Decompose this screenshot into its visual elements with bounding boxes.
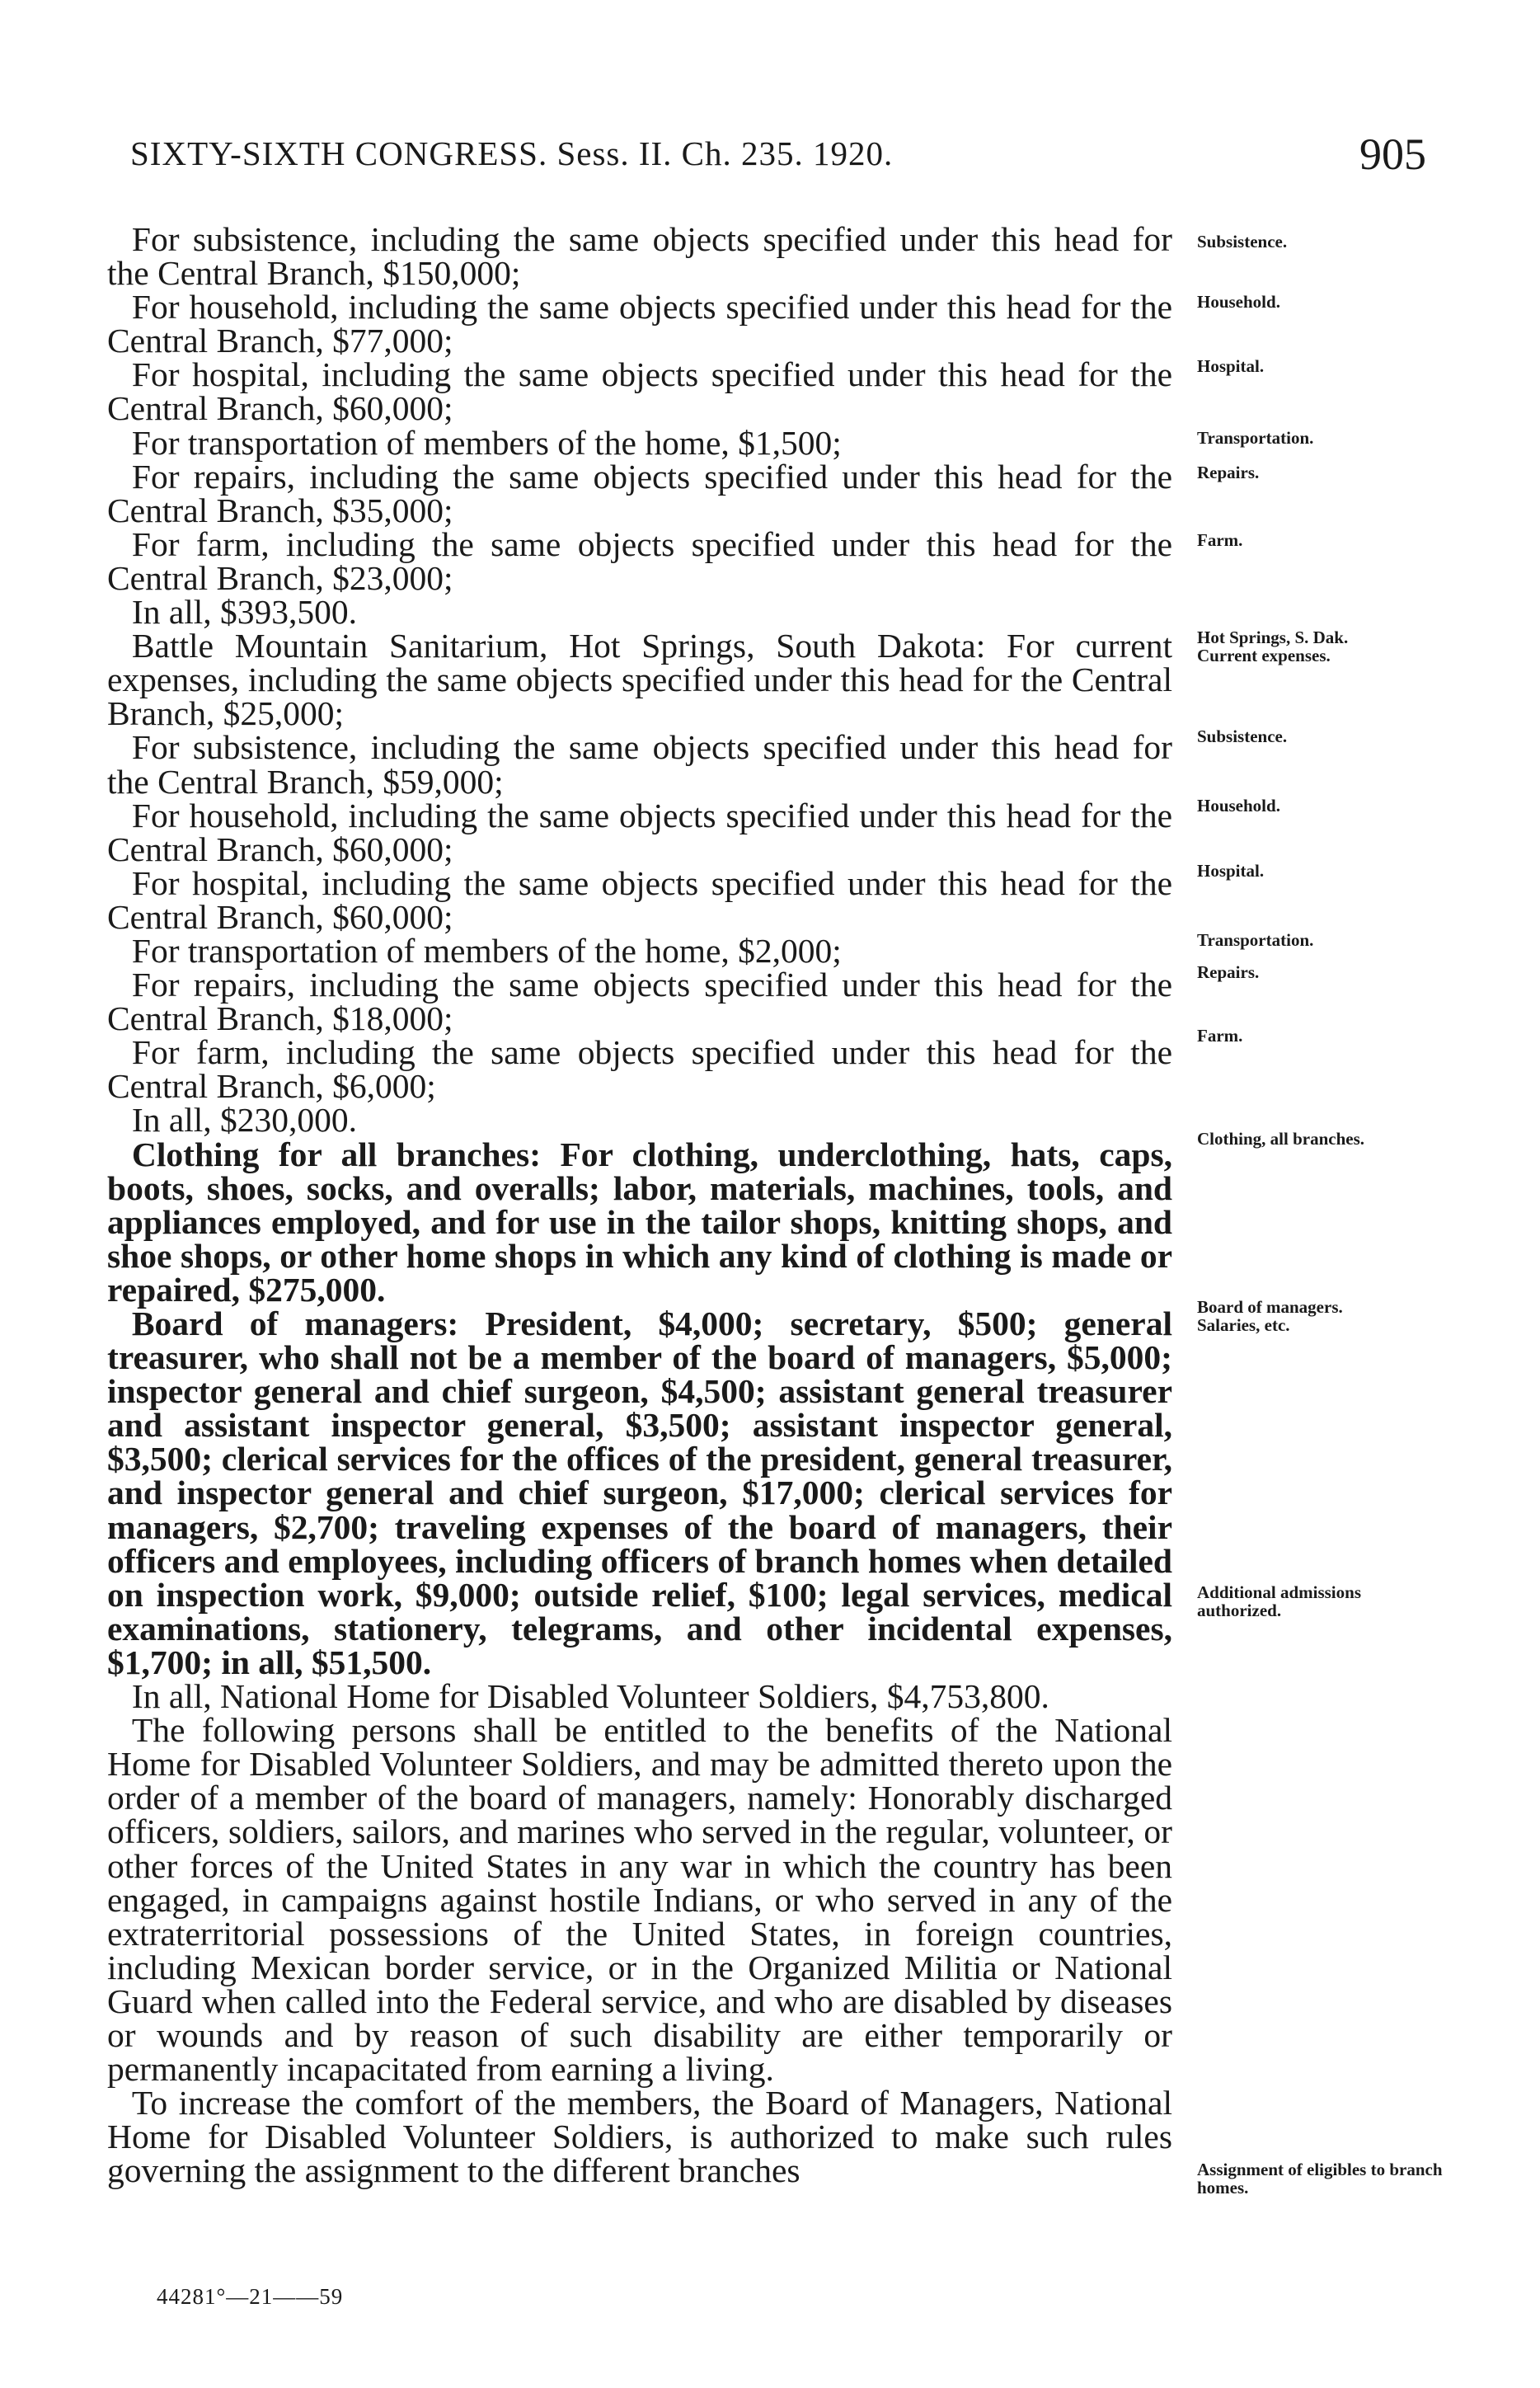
- paragraph-clothing: Clothing for all branches: For clothing, underclothing, hats, caps, boots, shoes, socks, and overalls; labor, materials, machines, tools, and appliances employed, and for use in the tailor shops, knitting shops, and shoe shops, or other home shops in which any kind of clothing is made or repaired, $275,000.: [107, 1135, 1172, 1309]
- margin-note-repairs: Repairs.: [1197, 463, 1260, 482]
- page-header: [130, 130, 1426, 188]
- margin-note-repairs-2: Repairs.: [1197, 962, 1260, 982]
- paragraph-total-national-home: In all, National Home for Disabled Volunteer Soldiers, $4,753,800.: [131, 1677, 1049, 1716]
- paragraph-subsistence: For subsistence, including the same objects specified under this head for the Central Branch, $150,000;: [107, 220, 1172, 293]
- paragraph-total-central: In all, $393,500.: [131, 593, 358, 632]
- margin-note-subsistence-2: Subsistence.: [1197, 726, 1288, 746]
- margin-note-transportation: Transportation.: [1197, 428, 1314, 448]
- margin-note-clothing: Clothing, all branches.: [1197, 1129, 1365, 1149]
- body-text: [107, 220, 1172, 2190]
- margin-note-household-2: Household.: [1197, 796, 1280, 816]
- paragraph-repairs: For repairs, including the same objects specified under this head for the Central Branch, $35,000;: [107, 457, 1172, 529]
- paragraph-farm: For farm, including the same objects specified under this head for the Central Branch, $23,000;: [107, 524, 1172, 597]
- paragraph-hospital-2: For hospital, including the same objects specified under this head for the Central Branch, $60,000;: [107, 863, 1172, 936]
- print-code: 44281°—21——59: [157, 2284, 344, 2309]
- paragraph-board-of-managers: Board of managers: President, $4,000; secretary, $500; general treasurer, who shall not be a member of the board of managers, $5,000; inspector general and chief surgeon, $4,500; assistant general treasurer and assistant inspector general, $3,500; assistant inspector general, $3,500; clerical services for the offices of the president, general treasurer, and inspector general and chief surgeon, $17,000; clerical services for managers, $2,700; traveling expenses of the board of managers, their officers and employees, including officers of branch homes when detailed on inspection work, $9,000; outside relief, $100; legal services, medical examinations, stationery, telegrams, and other incidental expenses, $1,700; in all, $51,500.: [107, 1304, 1172, 1681]
- margin-note-additional-admissions: Additional admissions authorized.: [1197, 1582, 1361, 1620]
- running-head: SIXTY-SIXTH CONGRESS. Sess. II. Ch. 235. 1920.: [130, 134, 894, 172]
- margin-note-farm-2: Farm.: [1197, 1026, 1243, 1046]
- paragraph-repairs-2: For repairs, including the same objects specified under this head for the Central Branch, $18,000;: [107, 966, 1172, 1038]
- margin-note-hot-springs: Hot Springs, S. Dak. Current expenses.: [1197, 628, 1349, 665]
- paragraph-hospital: For hospital, including the same objects specified under this head for the Central Branch, $60,000;: [107, 355, 1172, 428]
- margin-note-hospital-2: Hospital.: [1197, 861, 1265, 881]
- margin-note-hospital: Hospital.: [1197, 356, 1265, 376]
- margin-note-board-of-managers: Board of managers. Salaries, etc.: [1197, 1297, 1343, 1335]
- margin-note-subsistence: Subsistence.: [1197, 232, 1288, 251]
- paragraph-admissions: The following persons shall be entitled to the benefits of the National Home for Disabled Volunteer Soldiers, and may be admitted thereto upon the order of a member of the board of managers, namely: Honorably discharged officers, soldiers, sailors, and marines who served in the regular, volunteer, or other forces of the United States in any war in which the country has been engaged, in campaigns against hostile Indians, or who served in any of the extraterritorial possessions of the United States, in foreign countries, including Mexican border service, or in the Organized Militia or National Guard when called into the Federal service, and who are disabled by diseases or wounds and by reason of such disability are either temporarily or permanently incapacitated from earning a living.: [107, 1711, 1172, 2089]
- margin-note-household: Household.: [1197, 292, 1280, 312]
- margin-note-farm: Farm.: [1197, 530, 1243, 550]
- paragraph-household-2: For household, including the same objects specified under this head for the Central Branch, $60,000;: [107, 796, 1172, 868]
- paragraph-transportation: For transportation of members of the home, $1,500;: [131, 423, 842, 462]
- margin-note-assignment: Assignment of eligibles to branch homes.: [1197, 2160, 1443, 2198]
- paragraph-household: For household, including the same objects specified under this head for the Central Branch, $77,000;: [107, 288, 1172, 360]
- margin-note-transportation-2: Transportation.: [1197, 930, 1314, 950]
- paragraph-transportation-2: For transportation of members of the home, $2,000;: [131, 931, 842, 970]
- paragraph-farm-2: For farm, including the same objects specified under this head for the Central Branch, $6,000;: [107, 1033, 1172, 1106]
- paragraph-total-battle-mountain: In all, $230,000.: [131, 1101, 358, 1140]
- page-number: 905: [1359, 129, 1426, 179]
- paragraph-subsistence-2: For subsistence, including the same objects specified under this head for the Central Branch, $59,000;: [107, 728, 1172, 801]
- paragraph-assignment: To increase the comfort of the members, the Board of Managers, National Home for Disabled Volunteer Soldiers, is authorized to make such rules governing the assignment to the different branches: [107, 2084, 1172, 2190]
- paragraph-battle-mountain: Battle Mountain Sanitarium, Hot Springs, South Dakota: For current expenses, including the same objects specified under this head for the Central Branch, $25,000;: [107, 627, 1172, 733]
